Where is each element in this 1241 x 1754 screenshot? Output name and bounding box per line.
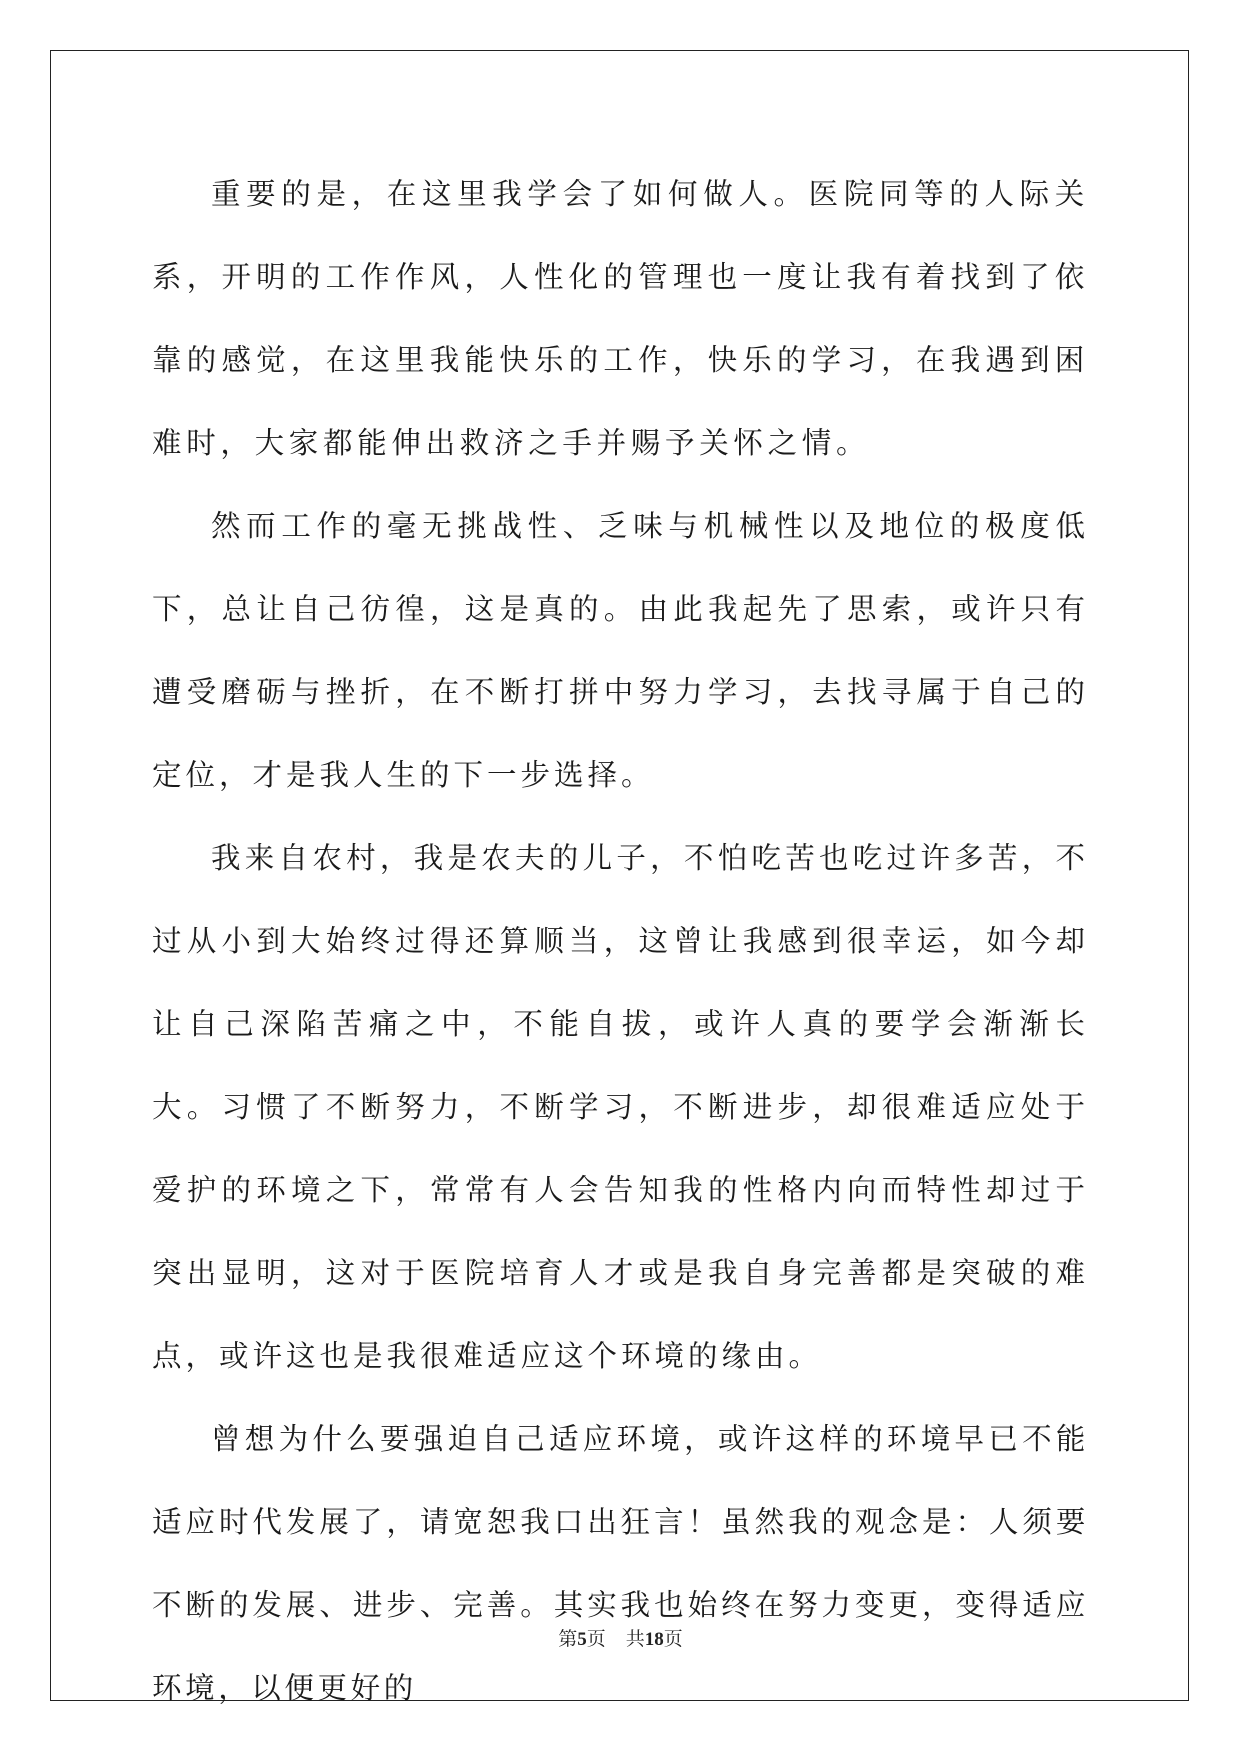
page-prefix: 第 [558, 1628, 578, 1650]
page-number: 5 [577, 1629, 587, 1650]
paragraph-4: 曾想为什么要强迫自己适应环境，或许这样的环境早已不能适应时代发展了，请宽恕我口出狂言！虽然我的观念是：人须要不断的发展、进步、完善。其实我也始终在努力变更，变得适应环境，以便更好的 [152, 1422, 1089, 1705]
total-pages: 18 [644, 1629, 664, 1650]
page-footer [0, 1624, 1241, 1651]
paragraph-1: 重要的是，在这里我学会了如何做人。医院同等的人际关系，开明的工作作风，人性化的管理也一度让我有着找到了依靠的感觉，在这里我能快乐的工作，快乐的学习，在我遇到困难时，大家都能伸出救济之手并赐予关怀之情。 [152, 177, 1089, 460]
paragraph-2: 然而工作的毫无挑战性、乏味与机械性以及地位的极度低下，总让自己彷徨，这是真的。由此我起先了思索，或许只有遭受磨砺与挫折，在不断打拼中努力学习，去找寻属于自己的定位，才是我人生的下一步选择。 [152, 509, 1089, 792]
paragraph-3: 我来自农村，我是农夫的儿子，不怕吃苦也吃过许多苦，不过从小到大始终过得还算顺当，这曾让我感到很幸运，如今却让自己深陷苦痛之中，不能自拔，或许人真的要学会渐渐长大。习惯了不断努力，不断学习，不断进步，却很难适应处于爱护的环境之下，常常有人会告知我的性格内向而特性却过于突出显明，这对于医院培育人才或是我自身完善都是突破的难点，或许这也是我很难适应这个环境的缘由。 [152, 841, 1089, 1373]
total-suffix: 页 [663, 1628, 683, 1650]
page-suffix: 页 [586, 1628, 606, 1650]
total-prefix: 共 [625, 1628, 645, 1650]
document-body [152, 153, 1089, 1730]
